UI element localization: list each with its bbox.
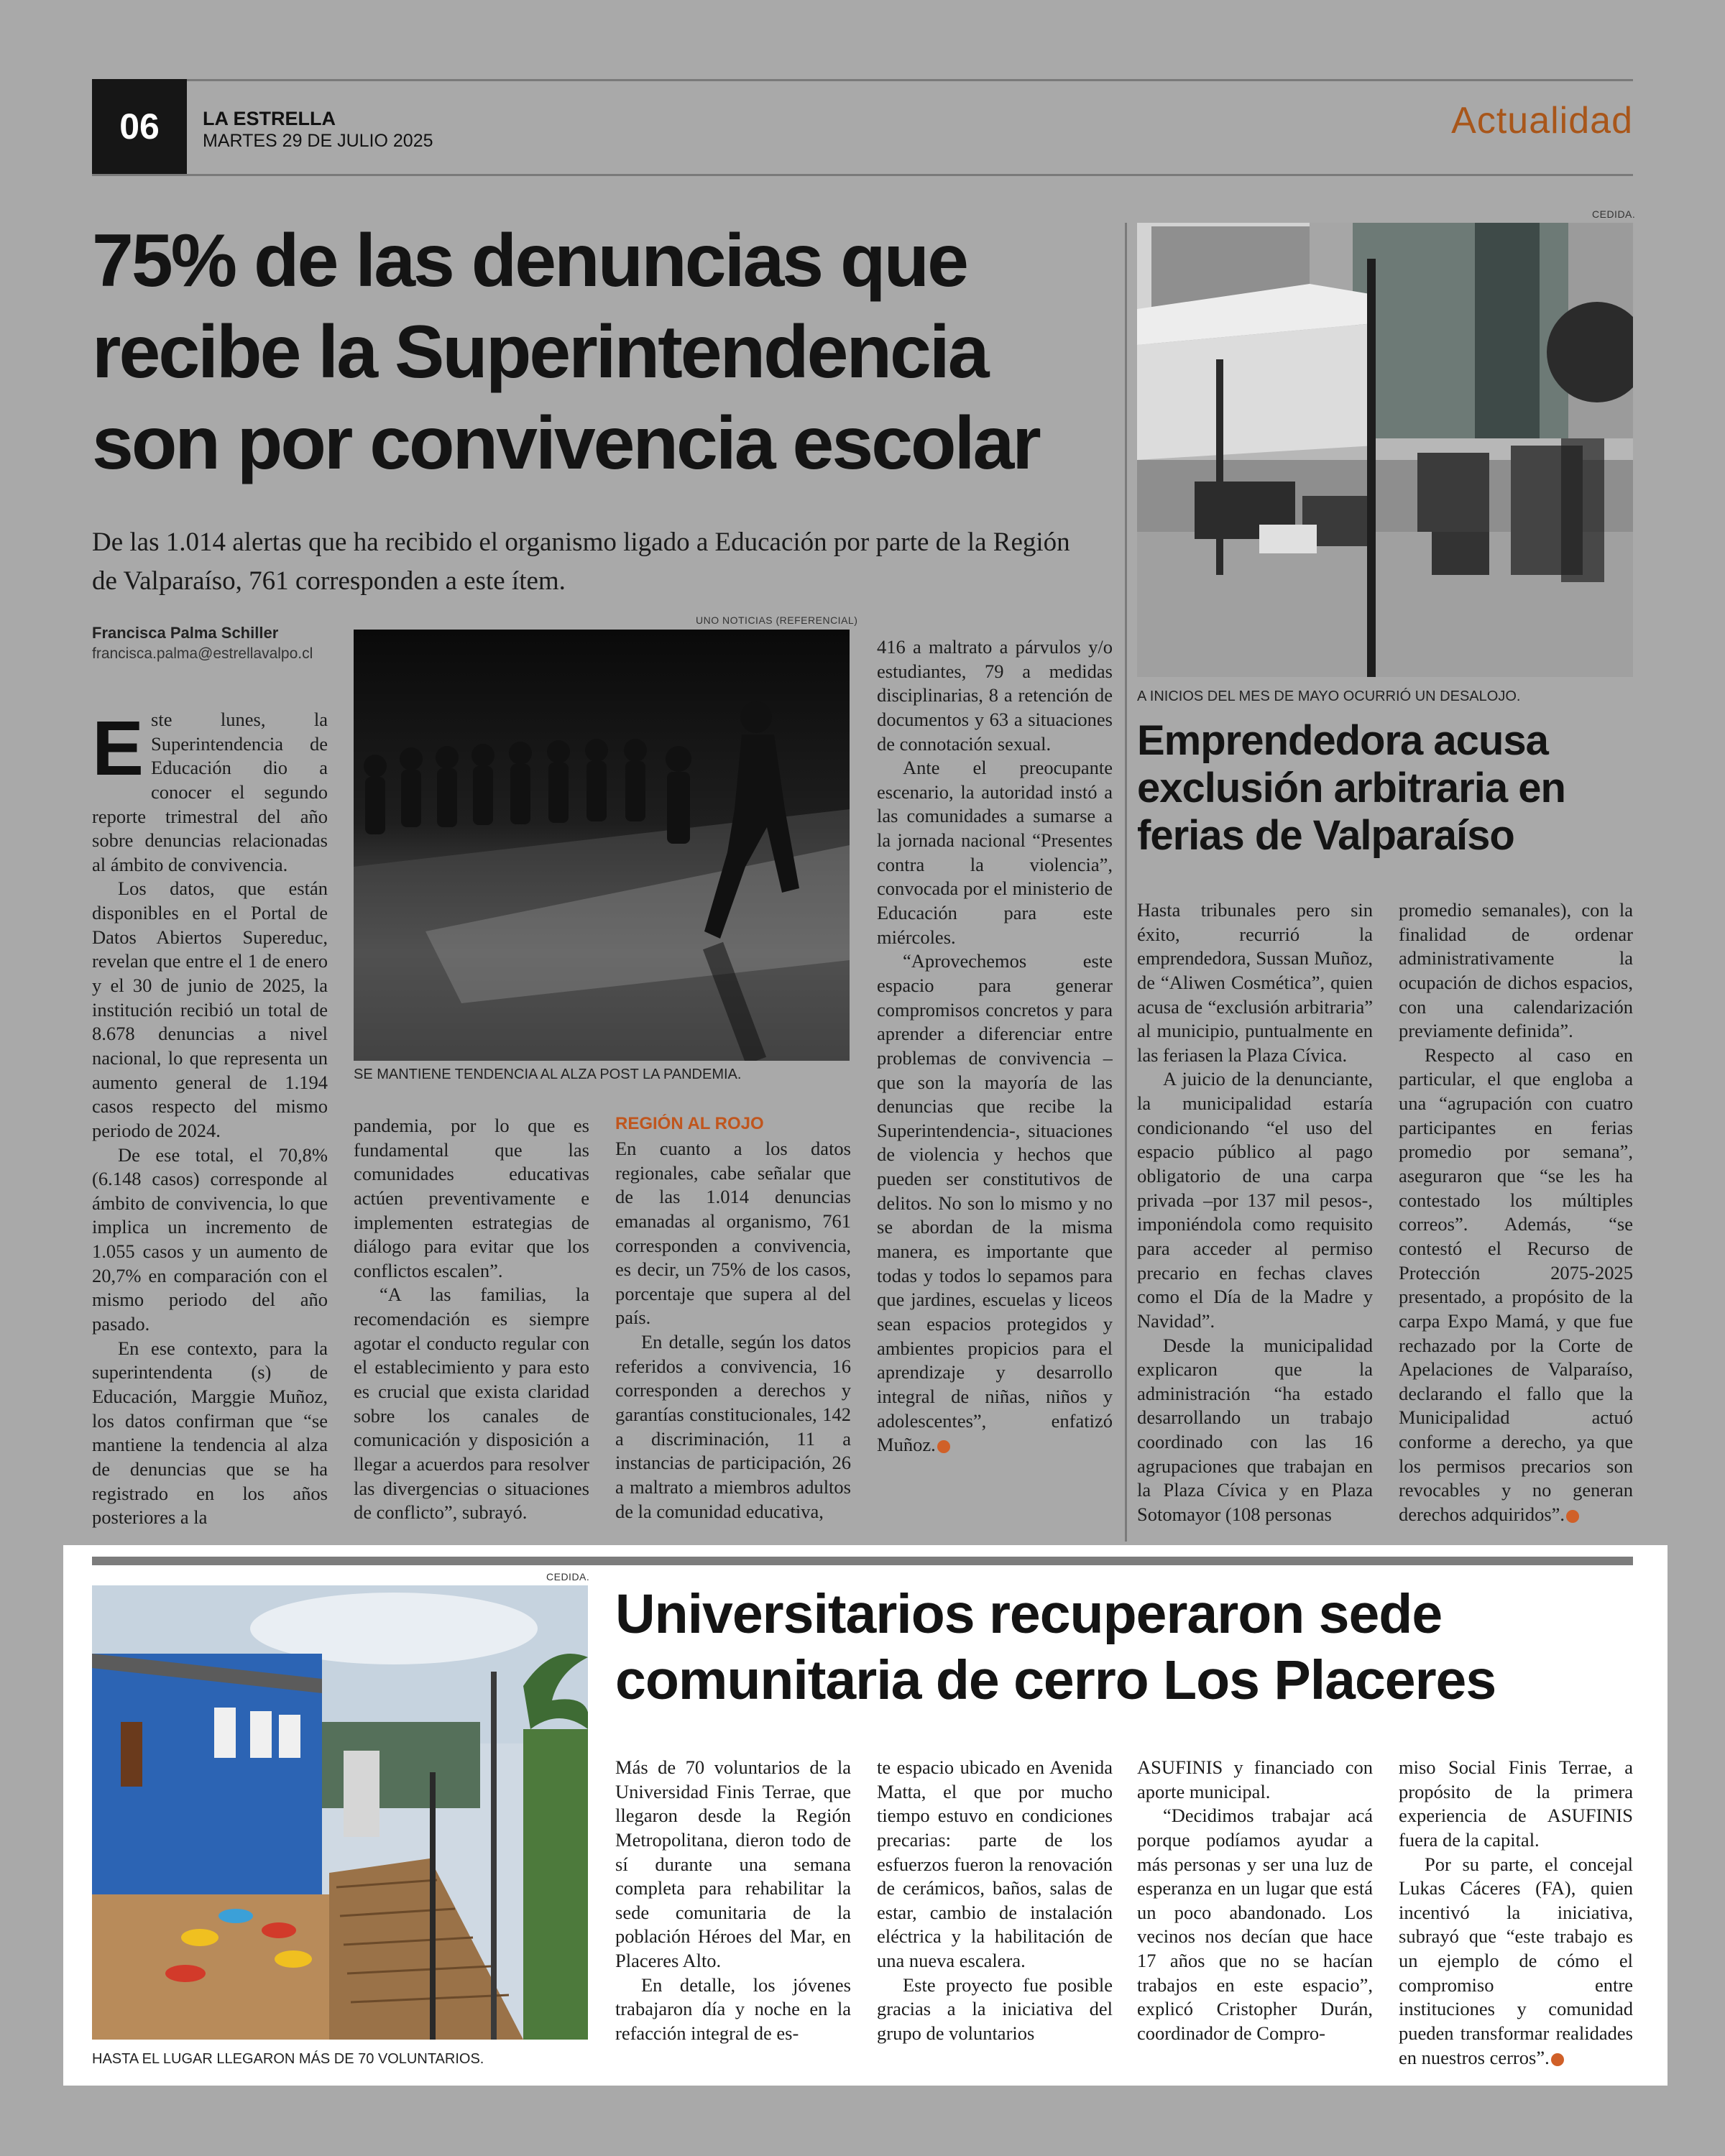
byline: [92, 624, 313, 663]
bottom-column-3: [1137, 1756, 1373, 2072]
community-center-photo: [92, 1585, 588, 2040]
paragraph: Este proyecto fue posible gracias a la iniciativa del grupo de voluntarios: [877, 1973, 1113, 2045]
paragraph: Desde la municipalidad explicaron que la administración “ha estado desarrollando un trabajo coordinado con las 16 agrupaciones que trabajan en la Plaza Cívica y en Plaza Sotomayor (108 personas: [1137, 1334, 1373, 1526]
paragraph: En cuanto a los datos regionales, cabe señalar que de las 1.014 denuncias emanadas al organismo, 761 corresponden a convivencia, es decir, un 75% de los casos, porcentaje que supera al del país.: [615, 1138, 851, 1329]
paragraph: Por su parte, el concejal Lukas Cáceres (FA), quien incentivó la iniciativa, subrayó que “este trabajo es un ejemplo de cómo el compromiso entre instituciones y comunidad pueden transformar realidades en nuestros cerros”.: [1399, 1853, 1633, 2068]
end-mark-icon: [937, 1440, 950, 1453]
end-mark-icon: [1551, 2053, 1564, 2066]
street-fair-photo: [1137, 223, 1633, 677]
bottom-photo-caption: HASTA EL LUGAR LLEGARON MÁS DE 70 VOLUNTARIOS.: [92, 2051, 484, 2067]
bottom-story-rule: [92, 1557, 1633, 1565]
header-bottom-rule: [92, 174, 1633, 176]
author-email: francisca.palma@estrellavalpo.cl: [92, 645, 313, 662]
paragraph: Más de 70 voluntarios de la Universidad Finis Terrae, que llegaron desde la Región Metropolitana, dieron todo de sí durante una semana completa para rehabilitar la sede comunitaria de la población Héroes del Mar, en Placeres Alto.: [615, 1756, 851, 1972]
subhead: REGIÓN AL ROJO: [615, 1114, 764, 1133]
paragraph: “Decidimos trabajar acá porque podíamos ayudar a más personas y ser una luz de esperanza en un lugar que está un poco abandonado. Los vecinos nos decían que hace 17 años que no se hacían trabajos en este espacio”, explicó Cristopher Durán, coordinador de Compro-: [1137, 1805, 1373, 2045]
paragraph: miso Social Finis Terrae, a propósito de la primera experiencia de ASUFINIS fuera de la capital.: [1399, 1756, 1633, 1851]
paragraph: En ese contexto, para la superintendenta (s) de Educación, Marggie Muñoz, los datos confirman que “se mantiene la tendencia al alza de denuncias que se ha registrado en los años posteriores a la: [92, 1337, 328, 1529]
main-column-2: [354, 1114, 589, 1538]
side-column-1: [1137, 898, 1373, 1542]
paragraph: Ante el preocupante escenario, la autoridad instó a las comunidades a sumarse a la jornada nacional “Presentes contra la violencia”, convocada por el ministerio de Educación para este miércoles.: [877, 757, 1113, 948]
paragraph: En detalle, los jóvenes trabajaron día y noche en la refacción integral de es-: [615, 1973, 851, 2045]
main-column-4: [877, 635, 1113, 1538]
section-label: Actualidad: [1451, 100, 1633, 142]
side-photo-credit: CEDIDA.: [1592, 208, 1636, 220]
paragraph: “A las familias, la recomendación es siempre agotar el conducto regular con el establecimiento y para esto es crucial que exista claridad sobre los canales de comunicación y disposición a llegar a acuerdos para resolver las divergencias o situaciones de conflicto”, subrayó.: [354, 1284, 589, 1524]
paragraph: te espacio ubicado en Avenida Matta, el que por mucho tiempo estuvo en condiciones precarias: parte de los esfuerzos fueron la renovación de cerámicos, baños, salas de estar, cambio de instalación eléctrica y la habilitación de una nueva escalera.: [877, 1756, 1113, 1972]
main-photo-credit: UNO NOTICIAS (REFERENCIAL): [696, 614, 858, 626]
header-top-rule: [92, 79, 1633, 81]
paragraph: De ese total, el 70,8% (6.148 casos) corresponde al ámbito de convivencia, lo que implica un incremento de 1.055 casos y un aumento de 20,7% en comparación con el mismo periodo del año pasado.: [92, 1143, 328, 1335]
paragraph: 416 a maltrato a párvulos y/o estudiantes, 79 a medidas disciplinarias, 8 a retención de documentos y 63 a situaciones de connotación sexual.: [877, 636, 1113, 755]
paragraph: promedio semanales), con la finalidad de ordenar administrativamente la ocupación de dichos espacios, con una calendarización previamente definida”.: [1399, 899, 1633, 1042]
end-mark-icon: [1566, 1510, 1579, 1523]
bottom-column-1: [615, 1756, 851, 2072]
paragraph: En detalle, según los datos referidos a convivencia, 16 corresponden a derechos y garantías constitucionales, 142 a discriminación, 11 a instancias de participación, 26 a maltrato a miembros adultos de la comunidad educativa,: [615, 1331, 851, 1522]
paper-date: MARTES 29 DE JULIO 2025: [203, 131, 433, 151]
drop-cap: E: [92, 708, 144, 791]
main-column-3: [615, 1114, 851, 1538]
paper-name: LA ESTRELLA: [203, 108, 336, 129]
author-name: Francisca Palma Schiller: [92, 624, 279, 642]
bottom-photo-credit: CEDIDA.: [546, 1571, 590, 1583]
side-photo: [1137, 223, 1633, 677]
paragraph: ASUFINIS y financiado con aporte municipal.: [1137, 1756, 1373, 1802]
paragraph: Este lunes, la Superintendencia de Educación dio a conocer el segundo reporte trimestral del año sobre denuncias relacionadas al ámbito de convivencia.: [92, 708, 328, 875]
main-headline: 75% de las denuncias que recibe la Superintendencia son por convivencia escolar: [92, 219, 1039, 485]
schoolyard-photo: [354, 630, 850, 1061]
main-column-1: [92, 708, 328, 1538]
paragraph: pandemia, por lo que es fundamental que las comunidades educativas actúen preventivamente e implementen estrategias de diálogo para evitar que los conflictos escalen”.: [354, 1115, 589, 1281]
side-column-2: [1399, 898, 1633, 1542]
paragraph: “Aprovechemos este espacio para generar compromisos concretos y para aprender a diferenciar entre problemas de convivencia – que son la mayoría de las denuncias que recibe la Superintendencia-, situaciones de violencia y hechos que pueden ser constitutivos de delitos. No son lo mismo y no se abordan de la misma manera, es importante que todas y todos lo sepamos para que jardines, escuelas y liceos sean espacios protegidos y ambientes propicios para el aprendizaje y desarrollo integral de niñas, niños y adolescentes”, enfatizó Muñoz.: [877, 950, 1113, 1456]
main-deck: De las 1.014 alertas que ha recibido el organismo ligado a Educación por parte de la Región de Valparaíso, 761 corresponden a este ítem.: [92, 528, 1070, 596]
paragraph: Los datos, que están disponibles en el Portal de Datos Abiertos Supereduc, revelan que entre el 1 de enero y el 30 de junio de 2025, la institución recibió un total de 8.678 denuncias a nivel nacional, lo que representa un aumento general de 1.194 casos respecto del mismo periodo de 2024.: [92, 877, 328, 1141]
paragraph: Hasta tribunales pero sin éxito, recurrió la emprendedora, Sussan Muñoz, de “Aliwen Cosmética”, quien acusa de “exclusión arbitraria” al municipio, puntualmente en las feriasen la Plaza Cívica.: [1137, 899, 1373, 1066]
bottom-photo: [92, 1585, 588, 2040]
main-photo-caption: SE MANTIENE TENDENCIA AL ALZA POST LA PANDEMIA.: [354, 1067, 742, 1082]
side-photo-caption: A INICIOS DEL MES DE MAYO OCURRIÓ UN DESALOJO.: [1137, 688, 1521, 704]
main-photo: [354, 630, 850, 1061]
bottom-column-2: [877, 1756, 1113, 2072]
column-divider: [1125, 223, 1127, 1542]
paragraph: A juicio de la denunciante, la municipalidad estaría condicionando “el uso del espacio público al pago obligatorio de una carpa privada –por 137 mil pesos-, imponiéndola como requisito para acceder al permiso precario en fechas claves como el Día de la Madre y Navidad”.: [1137, 1068, 1373, 1332]
bottom-headline: Universitarios recuperaron sede comunitaria de cerro Los Placeres: [615, 1583, 1496, 1712]
bottom-column-4: [1399, 1756, 1633, 2072]
paragraph: Respecto al caso en particular, el que engloba a una “agrupación con cuatro participantes en ferias promedio por semana”, aseguraron que “se les ha contestado los múltiples correos”. Además, “se contestó el Recurso de Protección 2075-2025 presentado, a propósito de la carpa Expo Mamá, y que fue rechazado por la Corte de Apelaciones de Valparaíso, declarando el fallo que la Municipalidad actuó conforme a derecho, ya que los permisos precarios son revocables y no generan derechos adquiridos”.: [1399, 1044, 1633, 1526]
side-headline: Emprendedora acusa exclusión arbitraria en ferias de Valparaíso: [1137, 717, 1565, 860]
page-number: 06: [92, 79, 187, 174]
